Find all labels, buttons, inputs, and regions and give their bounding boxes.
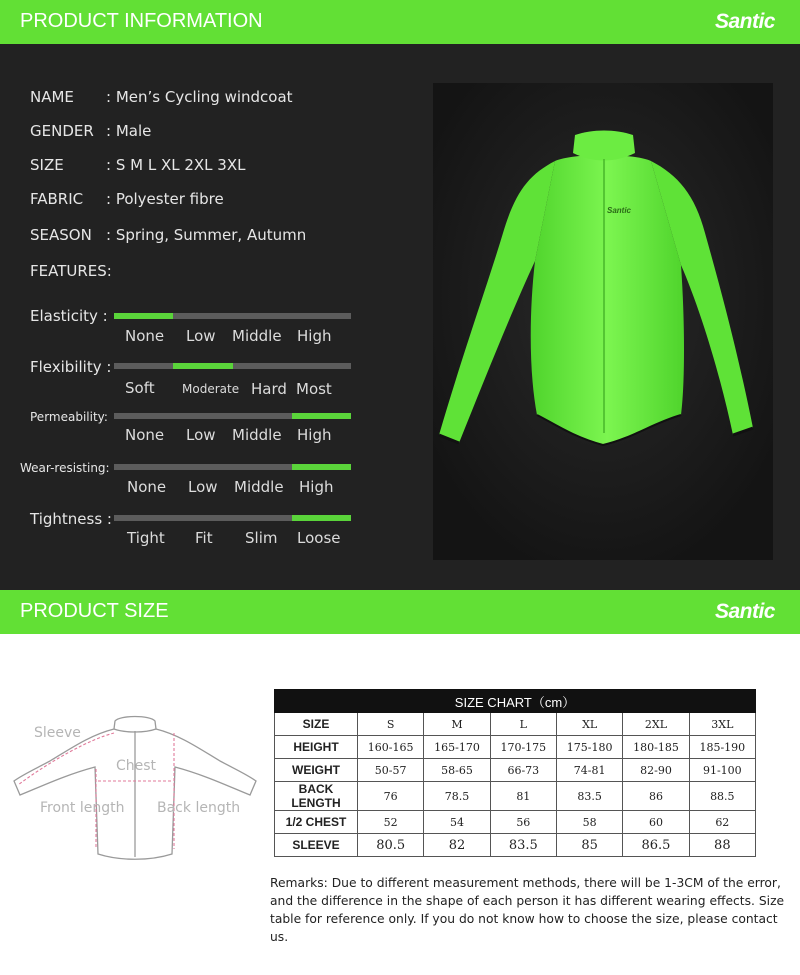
table-cell: 180-185	[623, 736, 689, 759]
banner-title: PRODUCT SIZE	[20, 600, 169, 622]
table-cell: 80.5	[358, 834, 424, 857]
rating-label: Tightness :	[30, 510, 112, 528]
spec-value: : Men’s Cycling windcoat	[106, 88, 293, 106]
rating-option: Most	[296, 380, 332, 398]
jacket-image	[433, 83, 773, 560]
table-cell: 76	[358, 782, 424, 811]
spec-value: : S M L XL 2XL 3XL	[106, 156, 246, 174]
rating-track	[114, 464, 351, 470]
table-cell: XL	[556, 713, 622, 736]
rating-option: None	[127, 478, 167, 496]
product-information-banner	[0, 0, 800, 44]
size-chart-body	[275, 713, 756, 857]
table-cell: 78.5	[424, 782, 490, 811]
table-cell: 83.5	[490, 834, 556, 857]
rating-fill	[173, 363, 232, 369]
rating-option: Low	[186, 327, 216, 345]
table-row	[275, 811, 756, 834]
table-cell: 66-73	[490, 759, 556, 782]
table-cell: 86	[623, 782, 689, 811]
features-label-text: FEATURES:	[30, 262, 112, 280]
table-cell: 74-81	[556, 759, 622, 782]
rating-option: Moderate	[182, 382, 240, 396]
table-cell: 88	[689, 834, 755, 857]
table-cell: 170-175	[490, 736, 556, 759]
row-header: WEIGHT	[275, 759, 358, 782]
rating-label: Permeability:	[30, 410, 108, 424]
rating-option: High	[299, 478, 334, 496]
jacket-logo: Santic	[607, 206, 632, 215]
table-row	[275, 782, 756, 811]
rating-option: Low	[188, 478, 218, 496]
table-cell: 185-190	[689, 736, 755, 759]
table-cell: M	[424, 713, 490, 736]
rating-option: Hard	[251, 380, 287, 398]
spec-value: : Male	[106, 122, 152, 140]
banner-title: PRODUCT INFORMATION	[20, 10, 263, 32]
rating-fill	[292, 413, 351, 419]
rating-label: Wear-resisting:	[20, 461, 110, 475]
table-cell: 60	[623, 811, 689, 834]
rating-option: Middle	[232, 426, 282, 444]
rating-option: Low	[186, 426, 216, 444]
table-cell: L	[490, 713, 556, 736]
rating-option: None	[125, 327, 165, 345]
product-size-section	[0, 634, 800, 975]
spec-key: GENDER	[30, 122, 94, 140]
rating-fill	[292, 515, 351, 521]
spec-key: SIZE	[30, 156, 64, 174]
table-cell: 91-100	[689, 759, 755, 782]
row-header: SIZE	[275, 713, 358, 736]
table-cell: 2XL	[623, 713, 689, 736]
rating-track	[114, 413, 351, 419]
rating-label: Elasticity :	[30, 307, 108, 325]
table-cell: 88.5	[689, 782, 755, 811]
table-cell: 86.5	[623, 834, 689, 857]
rating-option: Middle	[232, 327, 282, 345]
table-row	[275, 713, 756, 736]
rating-track	[114, 313, 351, 319]
rating-label: Flexibility :	[30, 358, 112, 376]
table-cell: 52	[358, 811, 424, 834]
sketch-label-chest: Chest	[116, 758, 157, 774]
row-header: SLEEVE	[275, 834, 358, 857]
rating-track	[114, 515, 351, 521]
table-cell: 62	[689, 811, 755, 834]
spec-key: NAME	[30, 88, 74, 106]
spec-key: SEASON	[30, 226, 92, 244]
rating-fill	[114, 313, 173, 319]
row-header: 1/2 CHEST	[275, 811, 358, 834]
table-cell: S	[358, 713, 424, 736]
rating-option: High	[297, 426, 332, 444]
spec-key: FABRIC	[30, 190, 84, 208]
row-header: HEIGHT	[275, 736, 358, 759]
table-cell: 54	[424, 811, 490, 834]
size-chart-caption: SIZE CHART（cm）	[275, 690, 756, 713]
table-cell: 83.5	[556, 782, 622, 811]
brand-logo: Santic	[714, 600, 775, 623]
rating-option: Loose	[297, 529, 341, 547]
rating-option: Middle	[234, 478, 284, 496]
rating-option: None	[125, 426, 165, 444]
table-cell: 58-65	[424, 759, 490, 782]
rating-option: Slim	[245, 529, 278, 547]
row-header: BACK LENGTH	[275, 782, 358, 811]
sketch-label-back-length: Back length	[157, 800, 241, 816]
table-cell: 82-90	[623, 759, 689, 782]
table-cell: 82	[424, 834, 490, 857]
rating-option: High	[297, 327, 332, 345]
table-row	[275, 759, 756, 782]
table-cell: 3XL	[689, 713, 755, 736]
rating-track	[114, 363, 351, 369]
rating-option: Fit	[195, 529, 213, 547]
rating-option: Soft	[125, 379, 155, 397]
table-cell: 85	[556, 834, 622, 857]
table-cell: 58	[556, 811, 622, 834]
product-size-banner	[0, 590, 800, 634]
table-cell: 50-57	[358, 759, 424, 782]
table-cell: 165-170	[424, 736, 490, 759]
remarks: Remarks: Due to different measurement methods, there will be 1-3CM of the error, and the difference in the shape of each person it has different wearing effects. Size table for reference only. If you do not know how to choose the size, please contact us.	[270, 876, 785, 944]
product-photo	[433, 83, 773, 560]
table-cell: 160-165	[358, 736, 424, 759]
spec-value: : Spring, Summer, Autumn	[106, 226, 307, 244]
sketch-label-sleeve: Sleeve	[34, 725, 81, 741]
rating-fill	[292, 464, 351, 470]
rating-option: Tight	[127, 529, 165, 547]
size-chart	[274, 689, 756, 857]
brand-logo: Santic	[714, 10, 775, 33]
table-cell: 56	[490, 811, 556, 834]
spec-value: : Polyester fibre	[106, 190, 224, 208]
table-row	[275, 736, 756, 759]
table-cell: 81	[490, 782, 556, 811]
table-row	[275, 834, 756, 857]
table-cell: 175-180	[556, 736, 622, 759]
sketch-label-front-length: Front length	[40, 800, 125, 816]
